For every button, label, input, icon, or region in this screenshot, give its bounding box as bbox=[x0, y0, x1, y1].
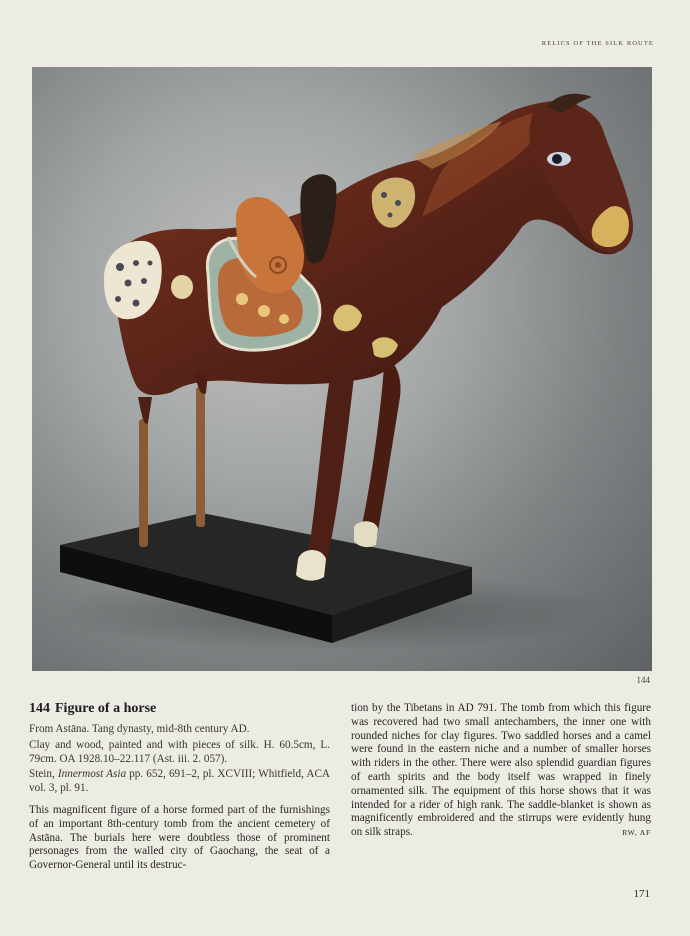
figure-caption-number: 144 bbox=[636, 675, 650, 685]
byline: RW, AF bbox=[622, 827, 651, 837]
references-line bbox=[29, 768, 330, 796]
references-prefix: Stein, bbox=[29, 768, 58, 781]
horse-figure-image bbox=[32, 67, 652, 671]
running-head: RELICS OF THE SILK ROUTE bbox=[541, 40, 654, 47]
references-rest: pp. 652, 691–2, pl. XCVIII; Whitfield, ACA vol. 3, pl. 91. bbox=[29, 768, 331, 795]
left-column bbox=[29, 700, 330, 873]
body-text-right: tion by the Tibetans in AD 791. The tomb from which this figure was recovered had two small antechambers, the inner one with rounded niches for clay figures. Two saddled horses and a camel were found in the eastern niche and a number of smaller horses with riders in the other. There were also splendid guardian figures of earth spirits and the body itself was wrapped in finely ornamented silk. The equipment of this horse shows that it was intended for a rider of high rank. The saddle-blanket is shown as magnificently embroidered and the stirrups were evidently hung on silk straps. bbox=[351, 702, 651, 839]
entry-title-text: Figure of a horse bbox=[55, 701, 157, 716]
body-text-left: This magnificent figure of a horse formed part of the furnishings of an important 8th-century tomb from the ancient cemetery of Astāna. The burials here were doubtless those of prominent personages from the walled city of Gaochang, the seat of a Governor-General until its destruc- bbox=[29, 803, 330, 872]
provenance-line: From Astāna. Tang dynasty, mid-8th century AD. bbox=[29, 723, 250, 735]
entry-title bbox=[29, 700, 330, 717]
horse-body bbox=[112, 94, 633, 581]
horse-photograph bbox=[32, 67, 652, 671]
entry-number: 144 bbox=[29, 701, 50, 716]
materials-line: Clay and wood, painted and with pieces of silk. H. 60.5cm, L. 79cm. OA 1928.10–22.117 (Ast. iii. 2. 057). bbox=[29, 738, 330, 765]
saddle bbox=[207, 174, 336, 350]
right-column bbox=[351, 702, 651, 840]
page-number: 171 bbox=[633, 888, 650, 900]
references-title: Innermost Asia bbox=[57, 768, 127, 781]
